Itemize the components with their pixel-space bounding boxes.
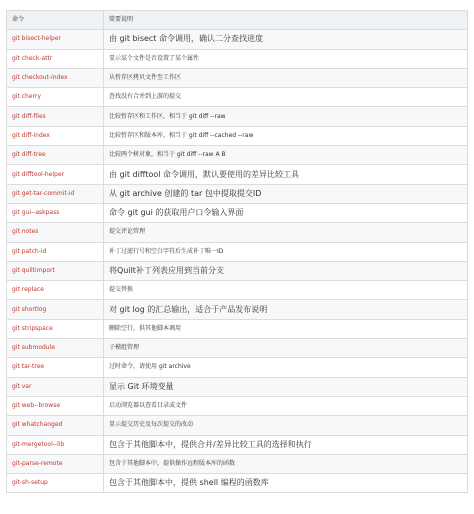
description-cell: 比较暂存区和工作区，相当于 git diff --raw bbox=[104, 107, 468, 126]
command-table-container bbox=[6, 10, 467, 493]
command-cell: git stripspace bbox=[7, 319, 104, 338]
command-cell: git cherry bbox=[7, 88, 104, 107]
table-row bbox=[7, 203, 468, 222]
table-row bbox=[7, 300, 468, 319]
table-row bbox=[7, 49, 468, 68]
description-cell: 对 git log 的汇总输出，适合于产品发布说明 bbox=[104, 300, 468, 319]
table-row bbox=[7, 126, 468, 145]
description-cell: 从 git archive 创建的 tar 包中提取提交ID bbox=[104, 184, 468, 203]
table-row bbox=[7, 474, 468, 493]
description-cell: 显示提交历史及每次提交的改动 bbox=[104, 416, 468, 435]
description-cell: 命令 git gui 的获取用户口令输入界面 bbox=[104, 203, 468, 222]
header-description: 简要说明 bbox=[104, 11, 468, 30]
command-cell: git shortlog bbox=[7, 300, 104, 319]
table-header-row bbox=[7, 11, 468, 30]
command-cell: git gui--askpass bbox=[7, 203, 104, 222]
description-cell: 补丁过滤行号和空白字符后生成补丁唯一ID bbox=[104, 242, 468, 261]
command-cell: git web--browse bbox=[7, 396, 104, 415]
table-row bbox=[7, 454, 468, 473]
table-row bbox=[7, 88, 468, 107]
command-cell: git-parse-remote bbox=[7, 454, 104, 473]
command-cell: git quiltimport bbox=[7, 261, 104, 280]
description-cell: 过时命令，请使用 git archive bbox=[104, 358, 468, 377]
command-cell: git checkout-index bbox=[7, 68, 104, 87]
description-cell: 包含于其他脚本中，提供 shell 编程的函数库 bbox=[104, 474, 468, 493]
header-command: 命令 bbox=[7, 11, 104, 30]
description-cell: 显示某个文件是否设置了某个属性 bbox=[104, 49, 468, 68]
table-row bbox=[7, 242, 468, 261]
command-cell: git whatchanged bbox=[7, 416, 104, 435]
command-cell: git get-tar-commit-id bbox=[7, 184, 104, 203]
table-row bbox=[7, 339, 468, 358]
description-cell: 将Quilt补丁列表应用到当前分支 bbox=[104, 261, 468, 280]
description-cell: 提交替换 bbox=[104, 281, 468, 300]
table-row bbox=[7, 146, 468, 165]
table-row bbox=[7, 435, 468, 454]
table-row bbox=[7, 184, 468, 203]
table-row bbox=[7, 261, 468, 280]
command-cell: git difftool-helper bbox=[7, 165, 104, 184]
command-cell: git diff-index bbox=[7, 126, 104, 145]
description-cell: 显示 Git 环境变量 bbox=[104, 377, 468, 396]
table-row bbox=[7, 281, 468, 300]
description-cell: 包含于其他脚本中，提供操作远程版本库的函数 bbox=[104, 454, 468, 473]
command-cell: git-sh-setup bbox=[7, 474, 104, 493]
command-cell: git diff-files bbox=[7, 107, 104, 126]
table-body bbox=[7, 30, 468, 493]
description-cell: 查找没有合并到上游的提交 bbox=[104, 88, 468, 107]
command-cell: git check-attr bbox=[7, 49, 104, 68]
description-cell: 提交评论管理 bbox=[104, 223, 468, 242]
table-row bbox=[7, 416, 468, 435]
table-row bbox=[7, 319, 468, 338]
command-cell: git tar-tree bbox=[7, 358, 104, 377]
command-cell: git bisect-helper bbox=[7, 30, 104, 49]
command-cell: git var bbox=[7, 377, 104, 396]
table-row bbox=[7, 396, 468, 415]
description-cell: 删除空行，供其他脚本调用 bbox=[104, 319, 468, 338]
table-row bbox=[7, 223, 468, 242]
description-cell: 由 git bisect 命令调用，确认二分查找进度 bbox=[104, 30, 468, 49]
description-cell: 包含于其他脚本中，提供合并/差异比较工具的选择和执行 bbox=[104, 435, 468, 454]
command-cell: git diff-tree bbox=[7, 146, 104, 165]
command-cell: git-mergetool--lib bbox=[7, 435, 104, 454]
command-cell: git notes bbox=[7, 223, 104, 242]
table-row bbox=[7, 377, 468, 396]
table-row bbox=[7, 358, 468, 377]
description-cell: 由 git difftool 命令调用，默认要使用的差异比较工具 bbox=[104, 165, 468, 184]
command-cell: git replace bbox=[7, 281, 104, 300]
command-cell: git submodule bbox=[7, 339, 104, 358]
description-cell: 比较两个树对象，相当于 git diff --raw A B bbox=[104, 146, 468, 165]
description-cell: 子模组管理 bbox=[104, 339, 468, 358]
table-row bbox=[7, 107, 468, 126]
table-row bbox=[7, 165, 468, 184]
description-cell: 启动浏览器以查看目录或文件 bbox=[104, 396, 468, 415]
description-cell: 从暂存区拷贝文件至工作区 bbox=[104, 68, 468, 87]
table-row bbox=[7, 68, 468, 87]
command-cell: git patch-id bbox=[7, 242, 104, 261]
description-cell: 比较暂存区和版本库，相当于 git diff --cached --raw bbox=[104, 126, 468, 145]
table-row bbox=[7, 30, 468, 49]
git-command-table bbox=[6, 10, 468, 493]
